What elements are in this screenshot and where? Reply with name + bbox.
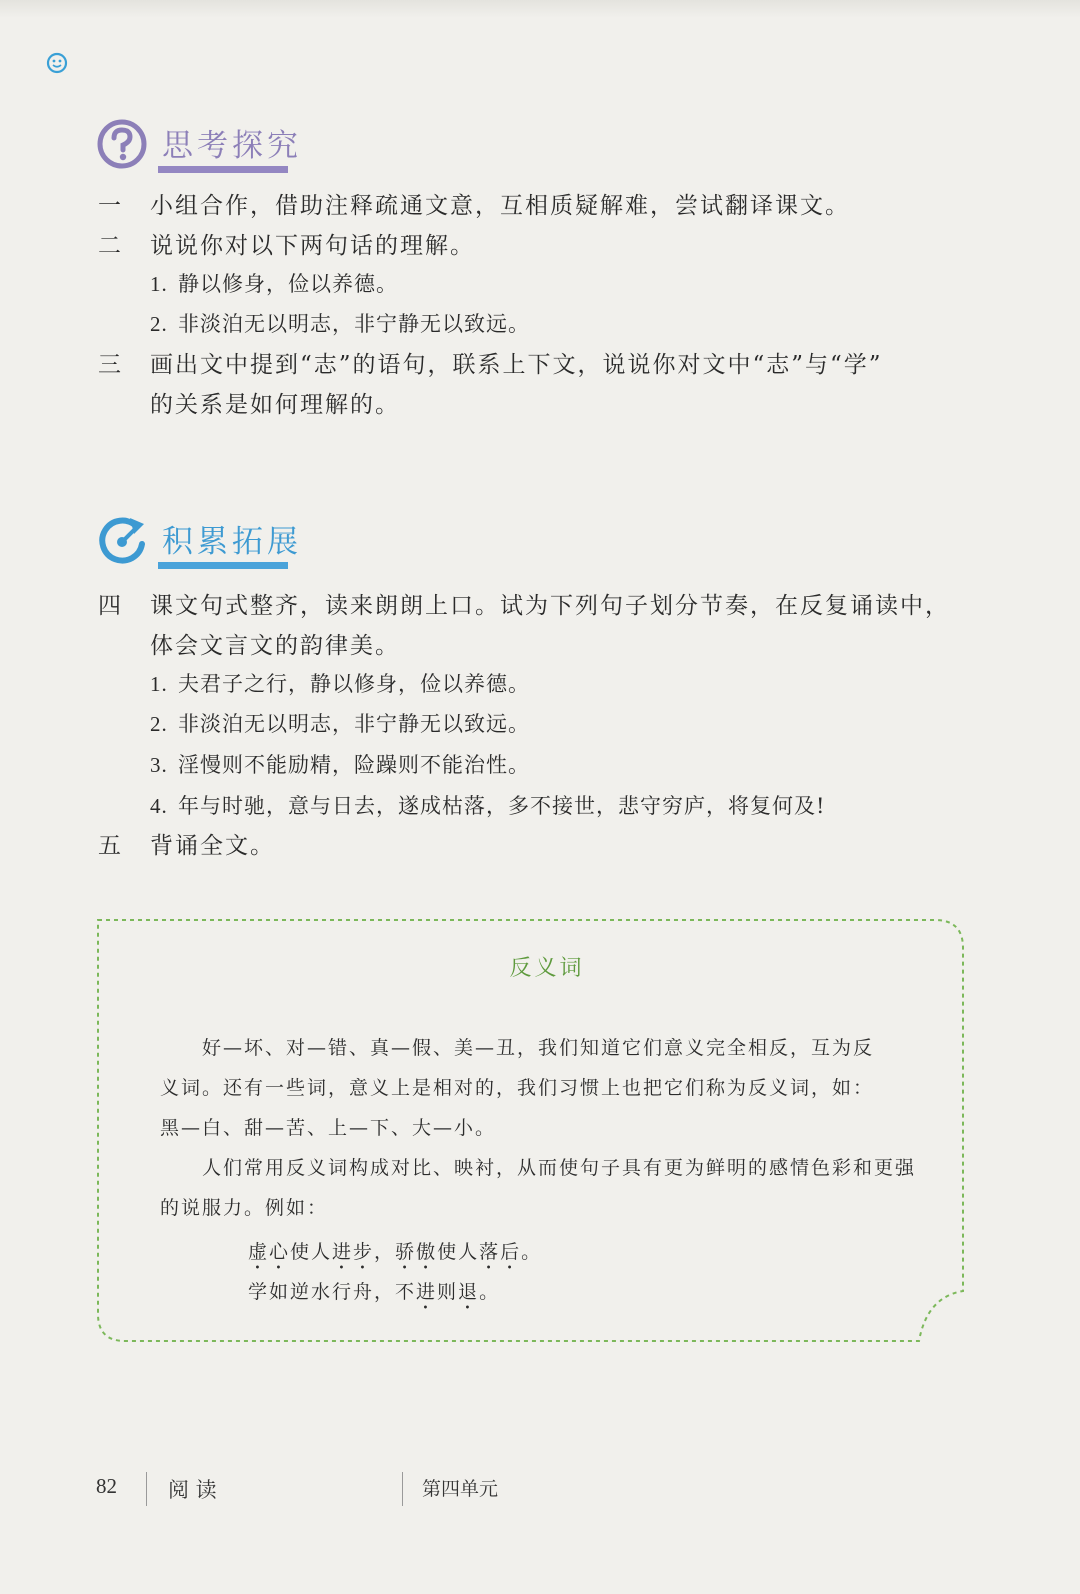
question-text: 说说你对以下两句话的理解。: [150, 233, 475, 259]
question-1: [98, 186, 978, 226]
item-number: 1.: [150, 272, 168, 296]
question-2: [98, 226, 978, 266]
question-4: [98, 586, 998, 666]
box-title: 反义词: [509, 956, 585, 981]
question-text-line1: 课文句式整齐，读来朗朗上口。试为下列句子划分节奏，在反复诵读中，: [150, 593, 950, 619]
plain-text: 使人: [437, 1241, 480, 1263]
box-paragraph-1-line-1: 好—坏、对—错、真—假、美—丑，我们知道它们意义完全相反，互为反: [202, 1037, 875, 1059]
question-number: 五: [98, 833, 123, 859]
section-title: 思考探究: [162, 128, 302, 164]
list-item: [150, 704, 530, 744]
plain-text: 学如逆水行舟，不: [248, 1281, 417, 1303]
question-icon: [96, 118, 148, 170]
refresh-arrow-icon: [96, 514, 150, 566]
question-number: 四: [98, 593, 123, 619]
question-number: 二: [98, 233, 123, 259]
page-number: 82: [96, 1474, 117, 1498]
page-top-shade: [0, 0, 1080, 18]
item-number: 3.: [150, 753, 168, 777]
emphasized-word: 进步: [332, 1241, 375, 1263]
punctuation: 。: [479, 1281, 501, 1303]
example-sentence-2: [248, 1272, 500, 1314]
question-number: 三: [98, 352, 123, 378]
punctuation: 。: [521, 1241, 543, 1263]
question-3: [98, 345, 998, 425]
section-header-expand: [96, 508, 336, 574]
box-paragraph-1-line-2: 义词。还有一些词，意义上是相对的，我们习惯上也把它们称为反义词，如：: [160, 1077, 875, 1099]
punctuation: ，: [374, 1241, 396, 1263]
question-text-line1: 画出文中提到“志”的语句，联系上下文，说说你对文中“志”与“学”: [150, 352, 883, 378]
footer-divider: [402, 1472, 403, 1506]
section-title: 积累拓展: [162, 524, 302, 560]
section-header-thinking: [96, 112, 336, 178]
item-number: 2.: [150, 712, 168, 736]
question-text: 背诵全文。: [150, 833, 275, 859]
emphasized-word: 落后: [479, 1241, 522, 1263]
example-sentence-1: [248, 1232, 542, 1274]
smiley-icon: [46, 52, 68, 74]
plain-text: 则: [437, 1281, 459, 1303]
title-underline: [158, 166, 288, 173]
item-text: 静以修身，俭以养德。: [178, 272, 398, 296]
item-text: 非淡泊无以明志，非宁静无以致远。: [178, 712, 530, 736]
list-item: [150, 264, 398, 304]
item-number: 1.: [150, 672, 168, 696]
box-paragraph-2-line-1: 人们常用反义词构成对比、映衬，从而使句子具有更为鲜明的感情色彩和更强: [202, 1157, 917, 1179]
item-text: 年与时驰，意与日去，遂成枯落，多不接世，悲守穷庐，将复何及!: [178, 794, 826, 818]
emphasized-word: 退: [458, 1281, 480, 1303]
plain-text: 使人: [290, 1241, 333, 1263]
item-text: 非淡泊无以明志，非宁静无以致远。: [178, 312, 530, 336]
box-paragraph-1-line-3: 黑—白、甜—苦、上—下、大—小。: [160, 1117, 497, 1139]
item-text: 淫慢则不能励精，险躁则不能治性。: [178, 753, 530, 777]
box-paragraph-2-line-2: 的说服力。例如：: [160, 1197, 329, 1219]
question-text-line2: 的关系是如何理解的。: [150, 392, 400, 418]
item-number: 2.: [150, 312, 168, 336]
list-item: [150, 664, 530, 704]
list-item: [150, 786, 825, 826]
item-number: 4.: [150, 794, 168, 818]
list-item: [150, 745, 530, 785]
emphasized-word: 骄傲: [395, 1241, 438, 1263]
footer-unit: 第四单元: [422, 1478, 499, 1500]
emphasized-word: 虚心: [248, 1241, 291, 1263]
list-item: [150, 304, 530, 344]
item-text: 夫君子之行，静以修身，俭以养德。: [178, 672, 530, 696]
title-underline: [158, 562, 288, 569]
question-5: [98, 826, 978, 866]
footer-divider: [146, 1472, 147, 1506]
question-number: 一: [98, 193, 123, 219]
footer-part: 阅 读: [168, 1478, 217, 1502]
question-text-line2: 体会文言文的韵律美。: [150, 633, 400, 659]
emphasized-word: 进: [416, 1281, 438, 1303]
question-text: 小组合作，借助注释疏通文意，互相质疑解难，尝试翻译课文。: [150, 193, 850, 219]
